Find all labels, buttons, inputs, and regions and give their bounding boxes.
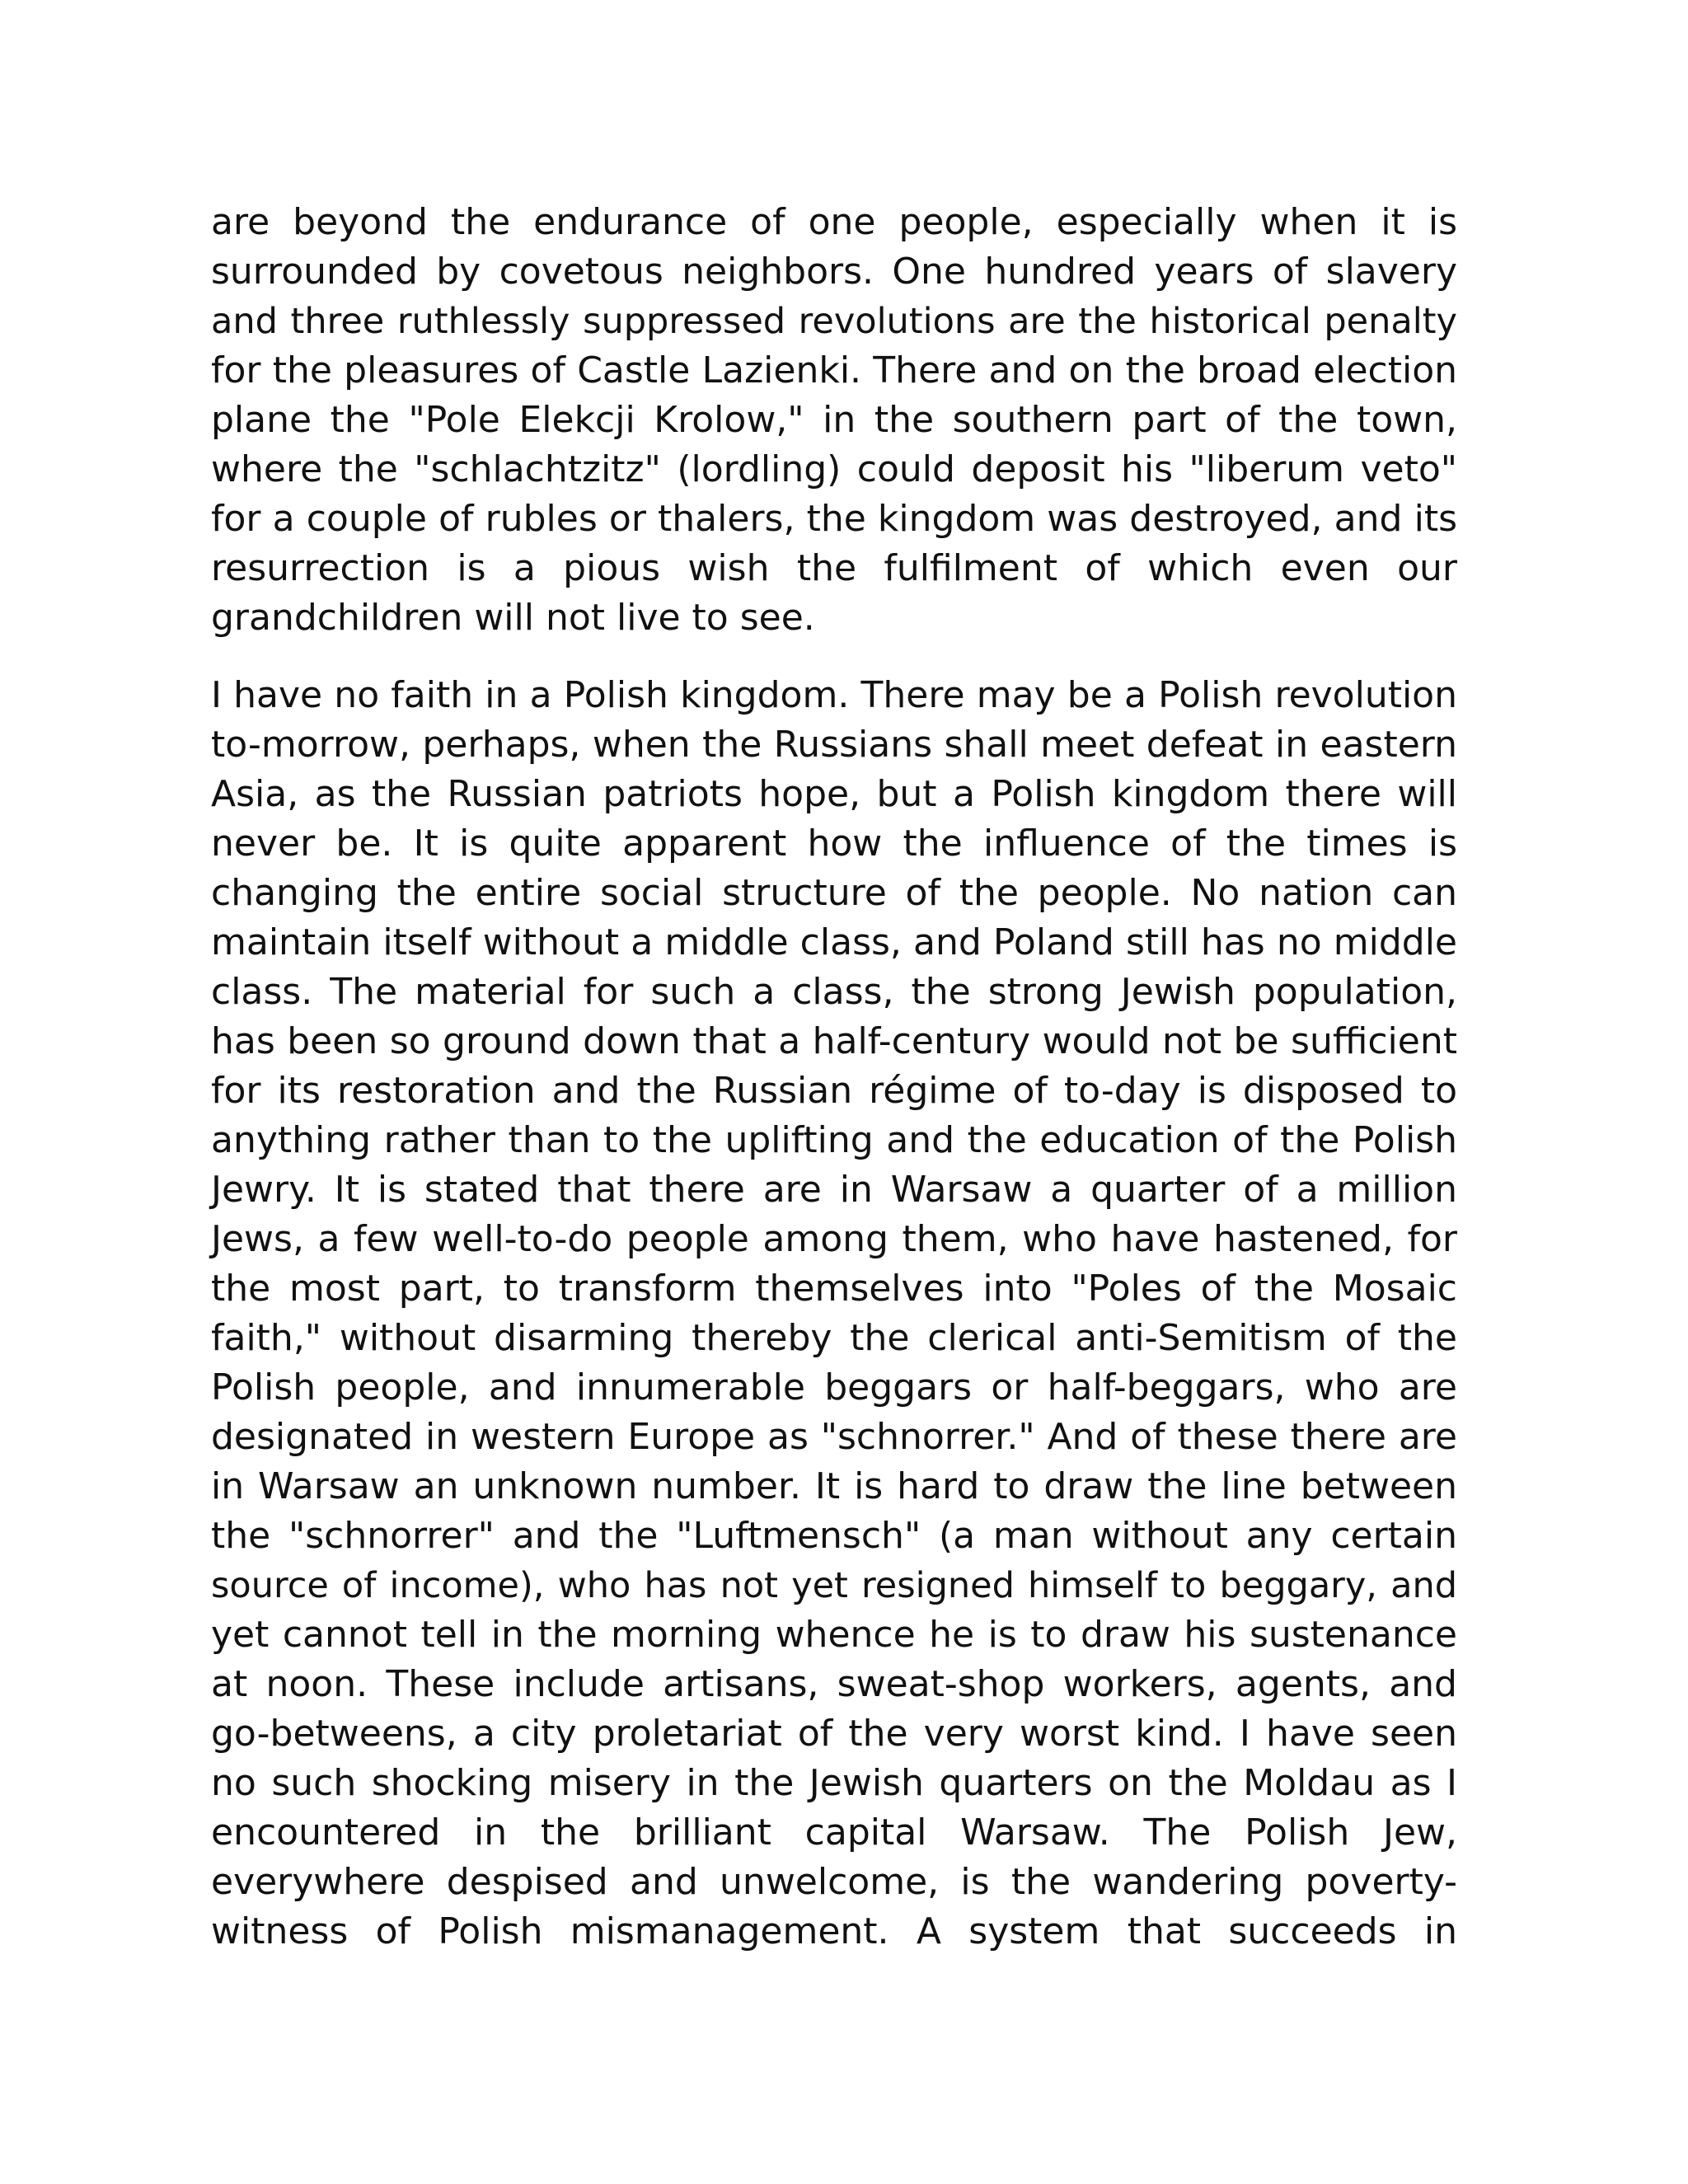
text-line: maintain itself without a middle class, and Poland still has no middle: [211, 921, 1457, 963]
text-line: witness of Polish mismanagement. A system that succeeds in: [211, 1910, 1457, 1952]
text-line: go-betweens, a city proletariat of the very worst kind. I have seen: [211, 1713, 1457, 1755]
text-line: surrounded by covetous neighbors. One hundred years of slavery: [211, 251, 1457, 293]
text-line: source of income), who has not yet resigned himself to beggary, and: [211, 1565, 1457, 1606]
text-line: for its restoration and the Russian régime of to-day is disposed to: [211, 1070, 1457, 1112]
text-line: Jews, a few well-to-do people among them, who have hastened, for: [211, 1218, 1457, 1260]
text-line: Asia, as the Russian patriots hope, but a Polish kingdom there will: [211, 773, 1457, 815]
text-line: changing the entire social structure of the people. No nation can: [211, 872, 1457, 914]
text-line: I have no faith in a Polish kingdom. There may be a Polish revolution: [211, 674, 1457, 716]
text-line: Jewry. It is stated that there are in Warsaw a quarter of a million: [211, 1169, 1457, 1211]
text-line: the most part, to transform themselves into "Poles of the Mosaic: [211, 1268, 1457, 1310]
text-line: class. The material for such a class, the strong Jewish population,: [211, 971, 1457, 1013]
text-line: and three ruthlessly suppressed revolutions are the historical penalty: [211, 301, 1457, 342]
text-line: encountered in the brilliant capital Warsaw. The Polish Jew,: [211, 1811, 1457, 1854]
text-line: to-morrow, perhaps, when the Russians shall meet defeat in eastern: [211, 724, 1457, 766]
text-line: at noon. These include artisans, sweat-shop workers, agents, and: [211, 1663, 1457, 1705]
text-line: for a couple of rubles or thalers, the kingdom was destroyed, and its: [211, 498, 1457, 540]
text-line: for the pleasures of Castle Lazienki. There and on the broad election: [211, 349, 1457, 391]
paragraph-2: [211, 671, 1457, 1957]
text-line: faith," without disarming thereby the clerical anti-Semitism of the: [211, 1317, 1457, 1359]
document-page: [211, 198, 1457, 1957]
text-line: plane the "Pole Elekcji Krolow," in the southern part of the town,: [211, 399, 1457, 441]
text-line: everywhere despised and unwelcome, is the wandering poverty-: [211, 1861, 1457, 1903]
text-line: are beyond the endurance of one people, especially when it is: [211, 201, 1457, 243]
text-line: no such shocking misery in the Jewish quarters on the Moldau as I: [211, 1762, 1457, 1804]
text-line: the "schnorrer" and the "Luftmensch" (a man without any certain: [211, 1515, 1457, 1557]
paragraph-1: [211, 198, 1457, 643]
text-line: Polish people, and innumerable beggars or half-beggars, who are: [211, 1366, 1457, 1408]
text-line: in Warsaw an unknown number. It is hard to draw the line between: [211, 1465, 1457, 1507]
text-line: yet cannot tell in the morning whence he is to draw his sustenance: [211, 1614, 1457, 1656]
text-line: designated in western Europe as "schnorrer." And of these there are: [211, 1416, 1457, 1458]
text-line: resurrection is a pious wish the fulfilment of which even our: [211, 547, 1457, 589]
text-line: anything rather than to the uplifting and the education of the Polish: [211, 1119, 1457, 1161]
text-line: has been so ground down that a half-century would not be sufficient: [211, 1020, 1457, 1062]
text-line: where the "schlachtzitz" (lordling) could deposit his "liberum veto": [211, 448, 1457, 490]
text-line: grandchildren will not live to see.: [211, 597, 815, 639]
text-line: never be. It is quite apparent how the influence of the times is: [211, 823, 1457, 865]
